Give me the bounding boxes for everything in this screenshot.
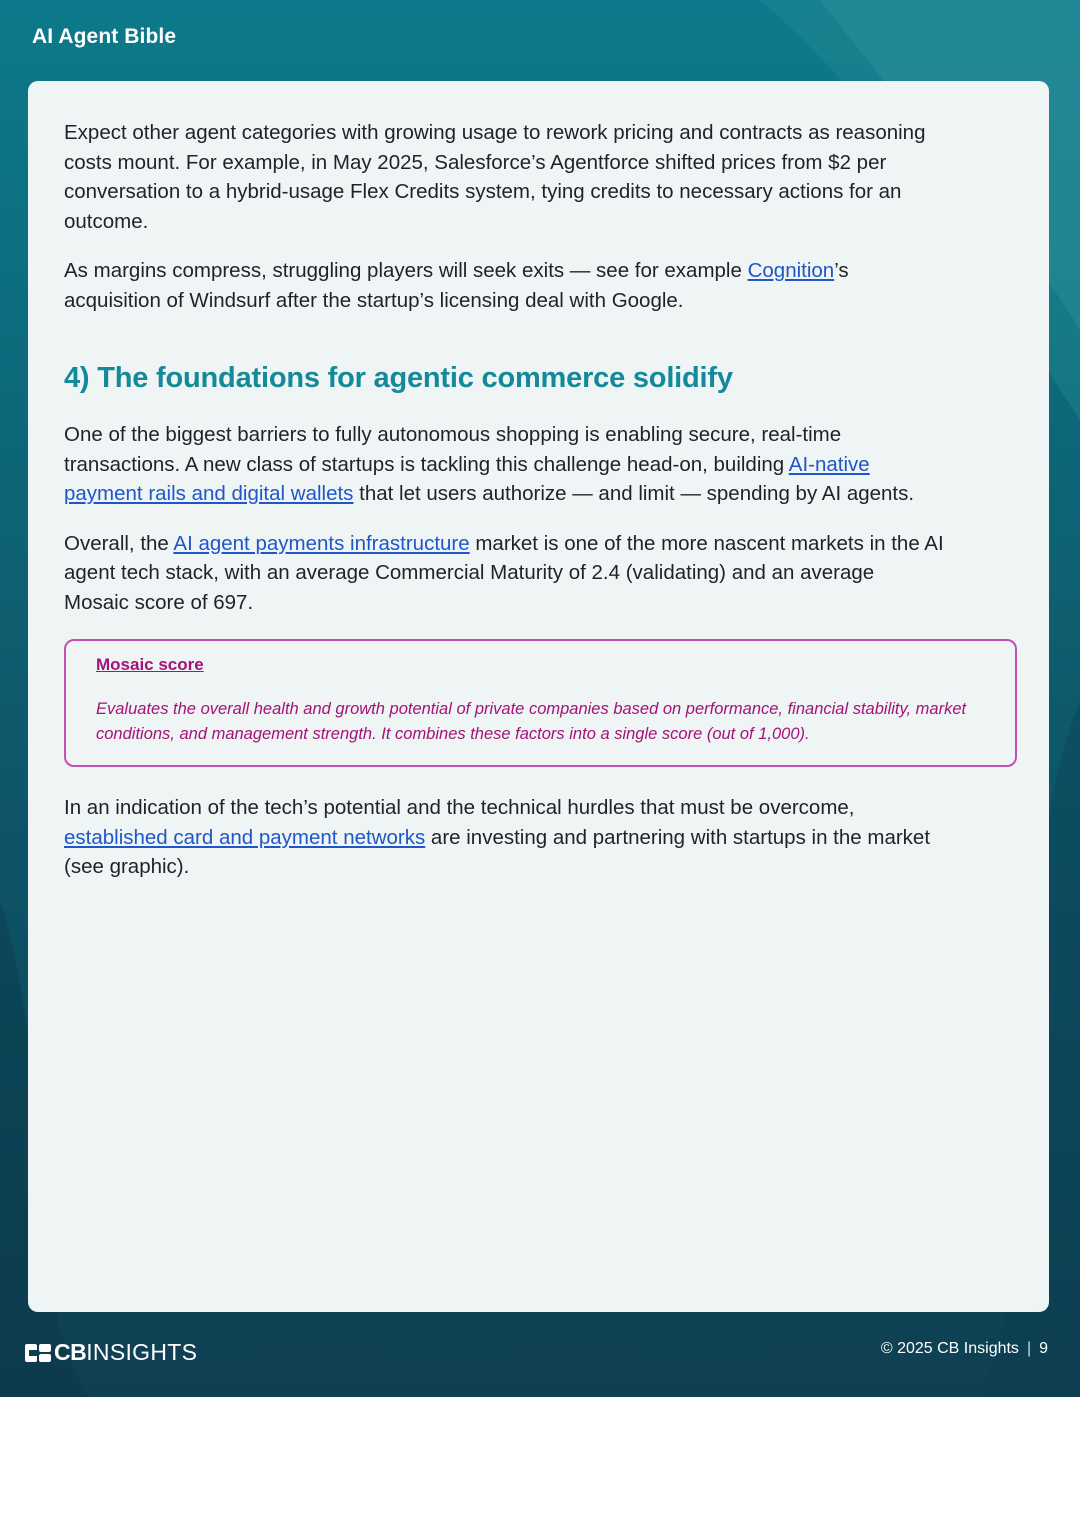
paragraph-pricing: Expect other agent categories with growing usage to rework pricing and contracts as reasoning costs mount. For example, in May 2025, Salesforce’s Agentforce shifted prices from $2 per conversation to a hybrid-usage Flex Credits system, tying credits to necessary actions for an outcome. [64,121,926,233]
paragraph-text: market is one of the more nascent markets in the AI agent tech stack, with an average Commercial Maturity of 2.4 (validating) and an average Mosaic score of 697. [64,531,944,614]
copyright-text: © 2025 CB Insights [880,1340,1019,1357]
paragraph-text: In an indication of the tech’s potential and the technical hurdles that must be overcome, [64,796,855,819]
cb-insights-logo [25,1339,197,1366]
document-title: AI Agent Bible [32,25,177,48]
page-number: 9 [1039,1340,1048,1357]
paragraph-networks [64,793,944,882]
paragraph-exits [64,256,944,315]
paragraph-text: Overall, the [64,531,174,555]
logo-text-bold: CB [54,1339,87,1365]
paragraph-text: that let users authorize — and limit — spending by AI agents. [353,482,915,505]
logo-text-light: INSIGHTS [86,1339,198,1365]
paragraph-barriers [64,420,944,509]
cognition-link[interactable]: Cognition [747,259,835,282]
payment-networks-link[interactable]: established card and payment networks [64,825,426,849]
footer-meta [881,1340,1048,1358]
content-card [28,81,1049,1312]
payment-rails-link[interactable]: AI-native payment rails and digital wallets [64,452,870,505]
mosaic-score-definition: Evaluates the overall health and growth potential of private companies based on performance, financial stability, market conditions, and management strength. It combines these factors into a single score (out of 1,000). [96,700,967,743]
paragraph-market-overview [64,529,944,618]
footer-separator: | [1026,1340,1032,1357]
payments-infrastructure-link[interactable]: AI agent payments infrastructure [173,531,470,555]
paragraph-text: are investing and partnering with startups in the market (see graphic). [64,825,931,878]
cb-logo-icon [25,1344,51,1362]
mosaic-score-callout [64,639,1017,767]
paragraph-text: One of the biggest barriers to fully autonomous shopping is enabling secure, real-time transactions. A new class of startups is tackling this challenge head-on, building [64,423,842,476]
paragraph-text: As margins compress, struggling players will seek exits — see for example [64,259,748,282]
paragraph-text: ’s acquisition of Windsurf after the startup’s licensing deal with Google. [64,259,849,312]
section-heading: 4) The foundations for agentic commerce solidify [64,362,733,394]
mosaic-score-link[interactable]: Mosaic score [96,655,204,674]
